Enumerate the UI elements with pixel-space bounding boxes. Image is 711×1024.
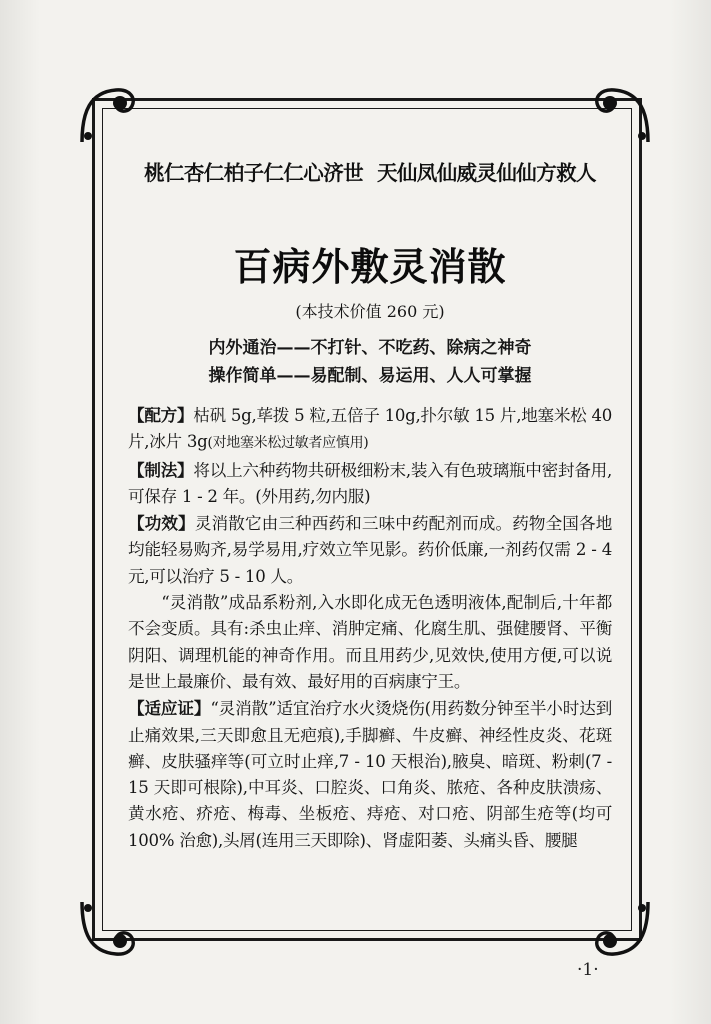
description-paragraph: “灵消散”成品系粉剂,入水即化成无色透明液体,配制后,十年都不会变质。具有:杀虫止痒、消肿定痛、化腐生肌、强健腰肾、平衡阴阳、调理机能的神奇作用。而且用药少,见效快,使用方便,可以说是世上最廉价、最有效、最好用的百病康宁王。 [128,593,612,691]
motto-line: 操作简单——易配制、易运用、人人可掌握 [208,366,532,386]
formula-text: 枯矾 5g,荜拨 5 粒,五倍子 10g,扑尔敏 15 片,地塞米松 40 片,冰片 3g [128,406,612,452]
indications-text: “灵消散”适宜治疗水火烫烧伤(用药数分钟至半小时达到止痛效果,三天即愈且无疤痕),手脚癣、牛皮癣、神经性皮炎、花斑癣、皮肤骚痒等(可立时止痒,7 - 10 天根治),腋臭、暗斑、粉刺(7 - 15 天即可根除),中耳炎、口腔炎、口角炎、脓疮、各种皮肤溃疡、黄水疮、疥疮、梅毒、坐板疮、痔疮、对口疮、阴部生疮等(均可 100% 治愈),头屑(连用三天即除)、肾虚阳萎、头痛头昏、腰腿 [128,699,613,850]
corner-ornament-icon [76,898,140,962]
price-note: (本技术价值 260 元) [295,302,445,321]
slogan-left: 桃仁杏仁柏子仁仁心济世 [144,161,363,185]
effect-tag: 【功效】 [128,513,195,534]
method-tag: 【制法】 [128,459,194,480]
effect-paragraph [128,510,612,590]
indications-paragraph [128,695,612,854]
slogan-right: 天仙凤仙威灵仙仙方救人 [377,161,596,185]
motto-line: 内外通治——不打针、不吃药、除病之神奇 [208,338,532,358]
page-number: ·1· [577,960,599,980]
indications-tag: 【适应证】 [128,698,211,719]
page-content [128,118,612,854]
formula-tag: 【配方】 [128,405,194,425]
method-text: 将以上六种药物共研极细粉末,装入有色玻璃瓶中密封备用,可保存 1 - 2 年。(外用药,勿内服) [128,460,612,506]
formula-note: (对地塞米松过敏者应慎用) [207,435,369,452]
corner-ornament-icon [590,898,654,962]
method-paragraph [128,457,612,511]
effect-text: 灵消散它由三种西药和三味中药配剂而成。药物全国各地均能轻易购齐,易学易用,疗效立竿见影。药价低廉,一剂药仅需 2 - 4 元,可以治疗 5 - 10 人。 [128,514,613,586]
formula-paragraph [128,402,612,457]
slogan-couplet [128,156,612,186]
page-title: 百病外敷灵消散 [233,245,507,289]
body-text [128,402,612,854]
